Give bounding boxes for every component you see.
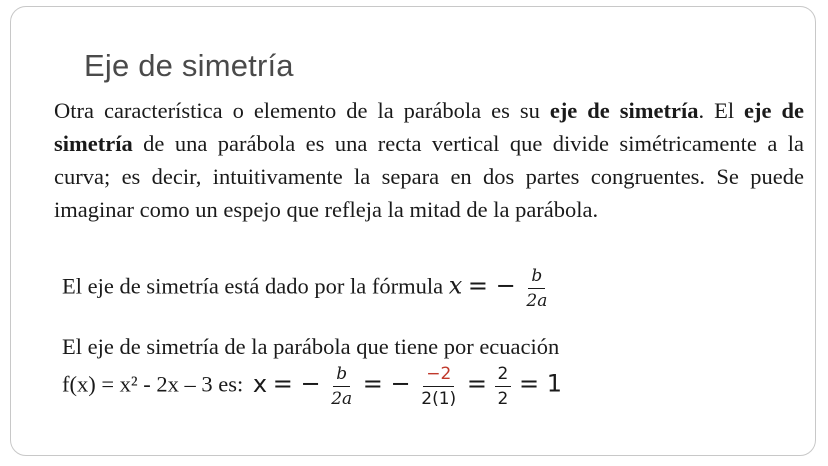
example-fraction-3-denominator: 2 [497, 389, 509, 409]
formula-x: x [448, 271, 463, 300]
example-fraction-2-denominator: 2(1) [421, 389, 457, 409]
example-equals-3: = [466, 369, 487, 398]
example-fraction-3-numerator: 2 [495, 364, 512, 387]
example-fraction-2-numerator: −2 [423, 364, 454, 387]
formula-text: El eje de simetría está dado por la fórmula [62, 273, 444, 299]
example-equals-1: = − [272, 369, 321, 398]
formula-fraction [523, 266, 550, 311]
example-result: = 1 [519, 369, 563, 398]
formula-equals: = − [467, 271, 516, 300]
example-equation-text: f(x) = x² - 2x – 3 es: [62, 371, 244, 397]
example-fraction-1-denominator: 2a [331, 389, 353, 409]
paragraph-text-2: . El [698, 98, 745, 123]
paragraph-bold-2: eje de simetría [54, 98, 804, 156]
slide-title: Eje de simetría [84, 48, 294, 83]
example-fraction-2 [418, 364, 459, 409]
example-line-1: El eje de simetría de la parábola que tiene por ecuación [62, 334, 560, 359]
example-fraction-1 [328, 364, 355, 409]
example-x: x [252, 369, 268, 398]
example-fraction-3 [495, 364, 512, 409]
formula-fraction-denominator: 2a [526, 291, 548, 311]
formula-line [62, 266, 552, 311]
example-equals-2: = − [362, 369, 411, 398]
formula-fraction-numerator: b [528, 266, 545, 289]
definition-paragraph [54, 94, 804, 226]
paragraph-bold-1: eje de simetría [549, 98, 699, 123]
paragraph-text-3: de una parábola es una recta vertical que divide simétricamente a la curva; es decir, intuitivamente la separa en dos partes congruentes. Se puede imaginar como un espejo que refleja la mitad de la parábola. [54, 131, 804, 222]
paragraph-text-1: Otra característica o elemento de la parábola es su [54, 98, 550, 123]
example-fraction-1-numerator: b [333, 364, 350, 387]
example-line-2 [62, 364, 562, 409]
